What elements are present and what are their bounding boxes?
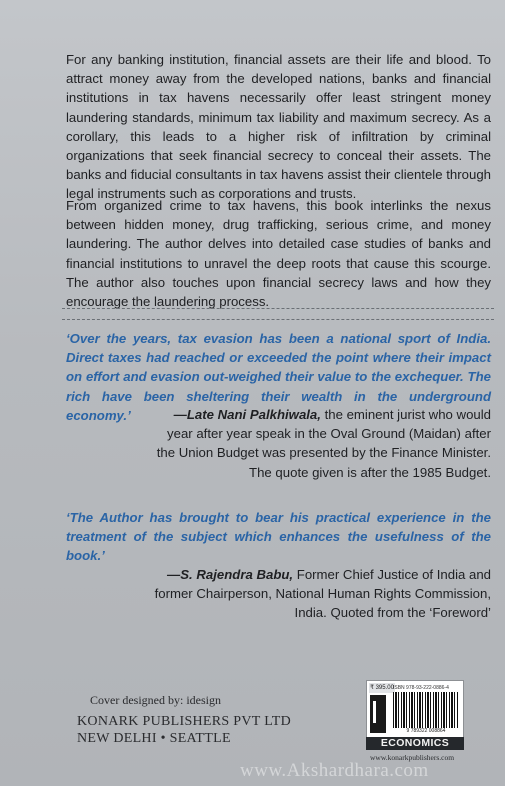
- section-divider: [62, 308, 494, 320]
- publisher-website: www.konarkpublishers.com: [370, 753, 455, 762]
- attribution-author: —Late Nani Palkhiwala,: [173, 407, 321, 422]
- publisher-cities: NEW DELHI • SEATTLE: [77, 731, 231, 746]
- barcode-digits: 9 789322 008864: [406, 728, 446, 734]
- quote-rajendra-babu: ‘The Author has brought to bear his practical experience in the treatment of the subject which enhances the usefulness of the book.’: [66, 510, 491, 564]
- price-label: ₹ 395.00: [370, 685, 394, 691]
- isbn-text: ISBN 978-93-222-0886-4: [393, 685, 449, 691]
- attribution-detail: Former Chief Justice of India and former Chairperson, National Human Rights Commission, India. Quoted from the ‘Foreword’: [154, 567, 491, 621]
- barcode-panel: [366, 680, 464, 738]
- blurb-paragraph-1: For any banking institution, financial assets are their life and blood. To attract money away from the developed nations, banks and financial institutions in tax havens necessarily offer least stringent money laundering standards, minimum tax liability and maximum secrecy. As a corollary, this leads to a higher risk of infiltration by criminal organizations that seek financial secrecy to conceal their assets. The banks and fiducial consultants in tax havens assist their clientele through legal instruments such as corporations and trusts.: [66, 52, 491, 202]
- konark-logo-icon: [370, 695, 386, 733]
- attribution-author: —S. Rajendra Babu,: [167, 567, 294, 582]
- cover-credit: Cover designed by: idesign: [90, 693, 221, 707]
- publisher-name: KONARK PUBLISHERS PVT LTD: [77, 714, 292, 729]
- blurb-paragraph-2: From organized crime to tax havens, this book interlinks the nexus between hidden money, drug trafficking, serious crime, and money laundering. The author delves into detailed case studies of banks and financial institutions to unravel the deep roots that cause this scourge. The author also touches upon financial secrecy laws and how they encourage the laundering process.: [66, 198, 491, 310]
- attribution-rajendra-babu: [151, 565, 491, 623]
- attribution-palkhiwala: [146, 405, 491, 482]
- barcode-icon: [393, 692, 459, 728]
- attribution-detail: the eminent jurist who would year after year speak in the Oval Ground (Maidan) after the Union Budget was presented by the Finance Minister. The quote given is after the 1985 Budget.: [156, 407, 491, 480]
- category-band: ECONOMICS: [366, 737, 464, 750]
- watermark: www.Akshardhara.com: [240, 760, 429, 781]
- quote-palkhiwala: ‘Over the years, tax evasion has been a national sport of India. Direct taxes had reached or exceeded the point where their impact on effort and evasion out-weighed their value to the exchequer. The rich have been sheltering their wealth in the underground economy.’: [66, 331, 491, 423]
